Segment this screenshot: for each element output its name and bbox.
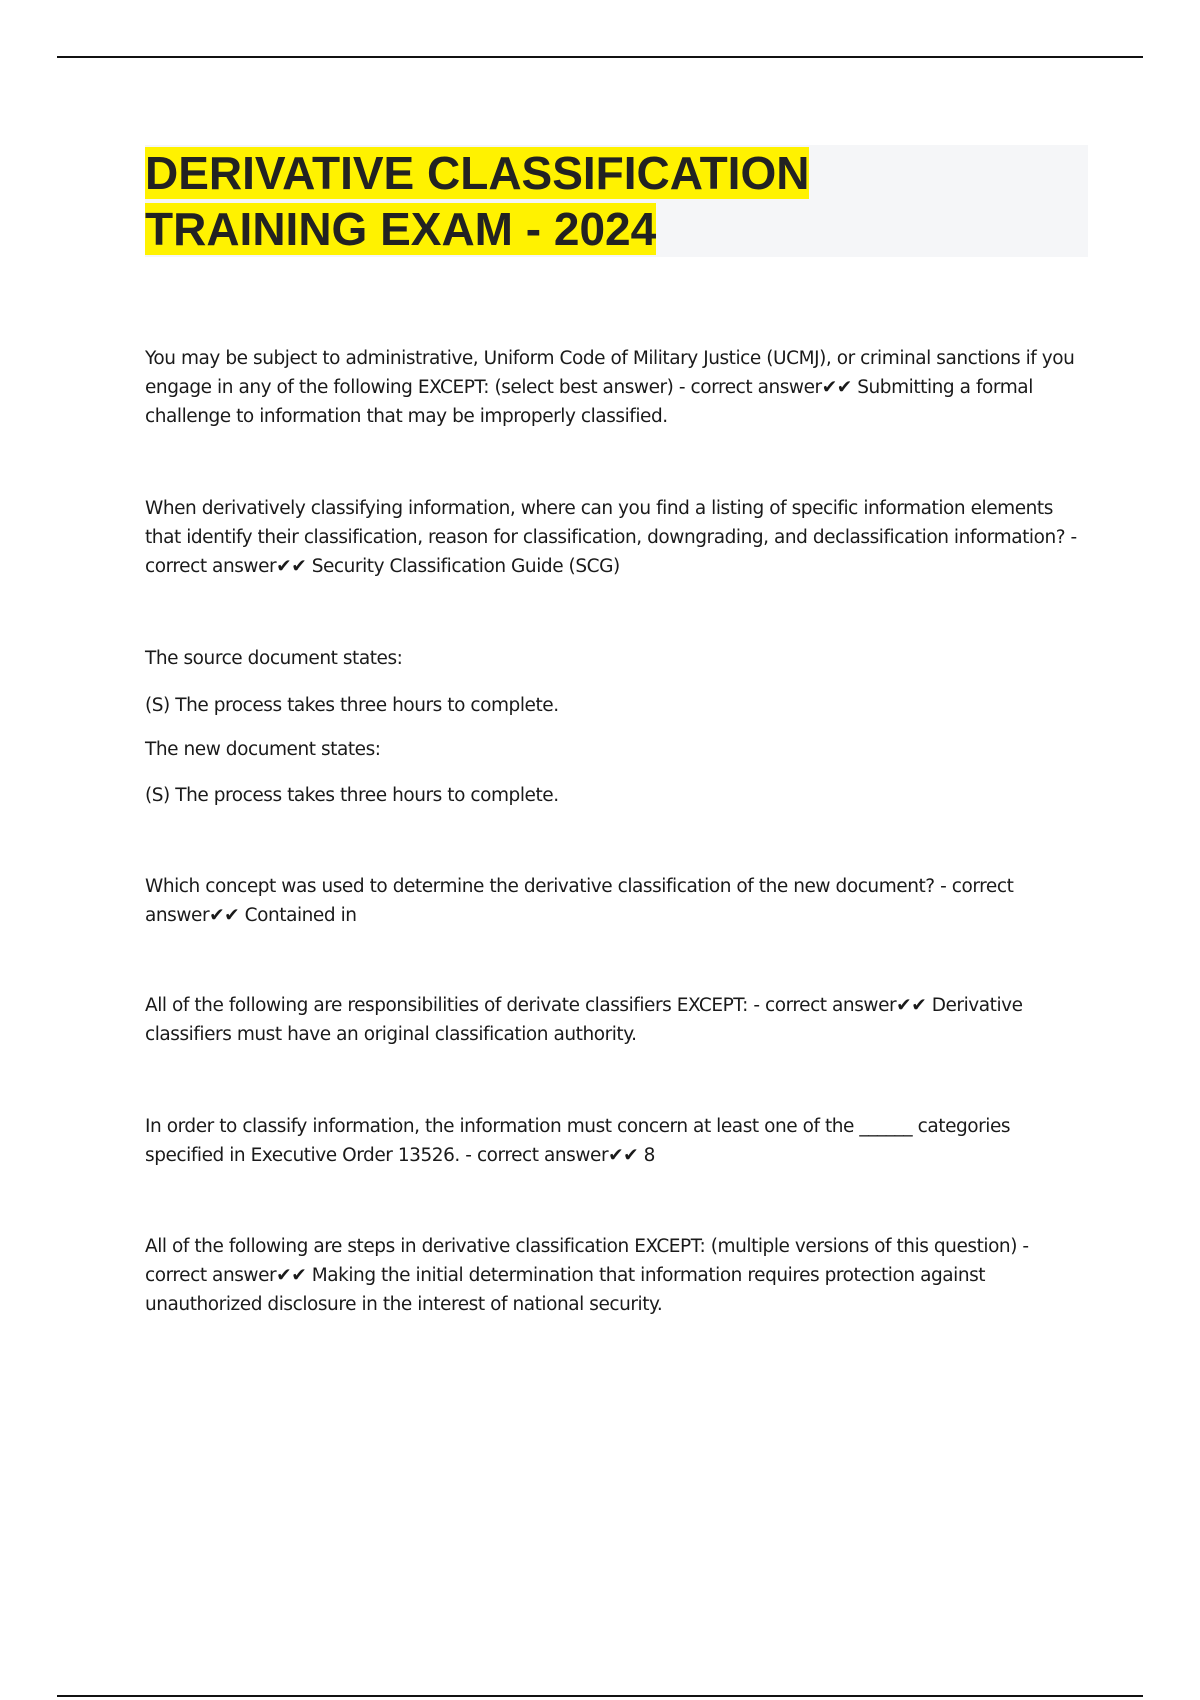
document-title <box>145 145 1088 257</box>
qa-text: When derivatively classifying information, where can you find a listing of specific information elements that identify their classification, reason for classification, downgrading, and declassification information? - correct answer✔✔ Security Classification Guide (SCG) <box>145 498 1077 577</box>
qa-text: The new document states: <box>145 739 381 760</box>
source-document-label <box>145 644 1090 673</box>
qa-paragraph-3 <box>145 872 1090 930</box>
qa-paragraph-5 <box>145 1112 1090 1170</box>
title-line-1: DERIVATIVE CLASSIFICATION <box>145 147 810 199</box>
new-document-label <box>145 735 1090 764</box>
qa-text: All of the following are responsibilities of derivate classifiers EXCEPT: - correct answer✔✔ Derivative classifiers must have an original classification authority. <box>145 995 1023 1045</box>
new-document-line <box>145 781 1090 810</box>
source-document-line <box>145 691 1090 720</box>
bottom-rule <box>57 1695 1143 1697</box>
qa-paragraph-2 <box>145 494 1090 581</box>
qa-text: (S) The process takes three hours to complete. <box>145 695 559 716</box>
qa-paragraph-6 <box>145 1232 1090 1319</box>
qa-paragraph-4 <box>145 991 1090 1049</box>
qa-text: All of the following are steps in derivative classification EXCEPT: (multiple versions of this question) - correct answer✔✔ Making the initial determination that information requires protection against unauthorized disclosure in the interest of national security. <box>145 1236 1029 1315</box>
qa-paragraph-1 <box>145 344 1090 431</box>
qa-text: You may be subject to administrative, Uniform Code of Military Justice (UCMJ), or criminal sanctions if you engage in any of the following EXCEPT: (select best answer) - correct answer✔✔ Submitting a formal challenge to information that may be improperly classified. <box>145 348 1075 427</box>
top-rule <box>57 56 1143 58</box>
title-block <box>145 145 1088 257</box>
qa-text: (S) The process takes three hours to complete. <box>145 785 559 806</box>
qa-text: Which concept was used to determine the derivative classification of the new document? - correct answer✔✔ Contained in <box>145 876 1014 926</box>
qa-text: The source document states: <box>145 648 403 669</box>
title-line-2: TRAINING EXAM - 2024 <box>145 203 657 255</box>
qa-text: In order to classify information, the information must concern at least one of the ______ categories specified in Executive Order 13526. - correct answer✔✔ 8 <box>145 1116 1011 1166</box>
